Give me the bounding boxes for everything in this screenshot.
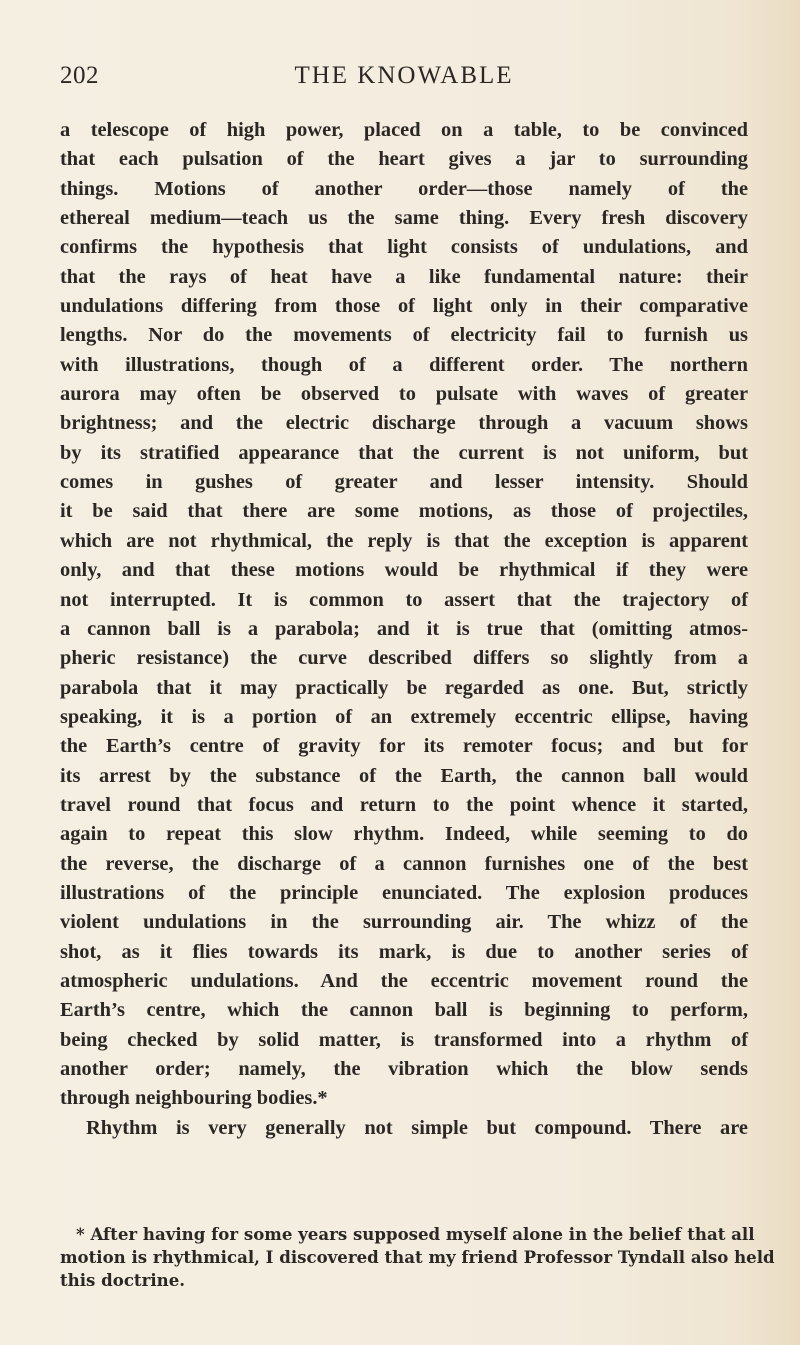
text-line: that each pulsation of the heart gives a jar to surrounding [60,148,748,171]
text-line: by its stratified appearance that the current is not uniform, but [60,441,748,464]
text-line: only, and that these motions would be rhythmical if they were [60,559,748,582]
page-number: 202 [60,62,99,89]
text-line: through neighbouring bodies.* [60,1087,328,1110]
text-line: with illustrations, though of a different order. The northern [60,353,748,376]
text-line: comes in gushes of greater and lesser intensity. Should [60,471,748,494]
body-text [60,116,748,1143]
footnote [60,1223,775,1292]
text-line: not interrupted. It is common to assert that the trajectory of [60,588,748,611]
text-line: speaking, it is a portion of an extremely eccentric ellipse, having [60,705,748,728]
text-line: another order; namely, the vibration which the blow sends [60,1058,748,1080]
text-line: pheric resistance) the curve described differs so slightly from a [60,647,748,670]
text-line: things. Motions of another order—those namely of the [60,177,748,200]
text-line: travel round that focus and return to the point whence it started, [60,793,748,816]
text-line: which are not rhythmical, the reply is that the exception is apparent [60,529,748,552]
text-line: the reverse, the discharge of a cannon furnishes one of the best [60,852,748,875]
footnote-line: * After having for some years supposed myself alone in the belief that all [76,1224,755,1244]
text-line: aurora may often be observed to pulsate with waves of greater [60,383,748,406]
text-line: that the rays of heat have a like fundamental nature: their [60,265,748,288]
footnote-line: motion is rhythmical, I discovered that my friend Professor Tyndall also held [60,1247,775,1267]
text-line: ethereal medium—teach us the same thing. Every fresh discovery [60,207,748,230]
text-line: being checked by solid matter, is transformed into a rhythm of [60,1028,748,1051]
text-line: violent undulations in the surrounding air. The whizz of the [60,911,748,934]
text-line: a cannon ball is a parabola; and it is true that (omitting atmos- [60,617,748,640]
text-line: a telescope of high power, placed on a table, to be convinced [60,119,748,141]
paragraph-start-line: Rhythm is very generally not simple but compound. There are [86,1116,748,1139]
text-line: again to repeat this slow rhythm. Indeed, while seeming to do [60,823,748,846]
text-line: the Earth’s centre of gravity for its remoter focus; and but for [60,735,748,758]
text-line: shot, as it flies towards its mark, is due to another series of [60,940,748,963]
text-line: undulations differing from those of light only in their comparative [60,295,748,318]
text-line: atmospheric undulations. And the eccentric movement round the [60,969,748,992]
text-line: lengths. Nor do the movements of electricity fail to furnish us [60,324,748,347]
footnote-line: this doctrine. [60,1270,186,1290]
text-line: it be said that there are some motions, as those of projectiles, [60,500,748,523]
text-line: parabola that it may practically be regarded as one. But, strictly [60,676,748,699]
text-line: confirms the hypothesis that light consists of undulations, and [60,236,748,259]
text-line: illustrations of the principle enunciated. The explosion produces [60,881,748,904]
text-line: its arrest by the substance of the Earth, the cannon ball would [60,764,748,787]
running-head: THE KNOWABLE [294,62,514,89]
text-line: brightness; and the electric discharge through a vacuum shows [60,412,748,435]
text-line: Earth’s centre, which the cannon ball is beginning to perform, [60,999,748,1022]
page-header [60,62,748,92]
